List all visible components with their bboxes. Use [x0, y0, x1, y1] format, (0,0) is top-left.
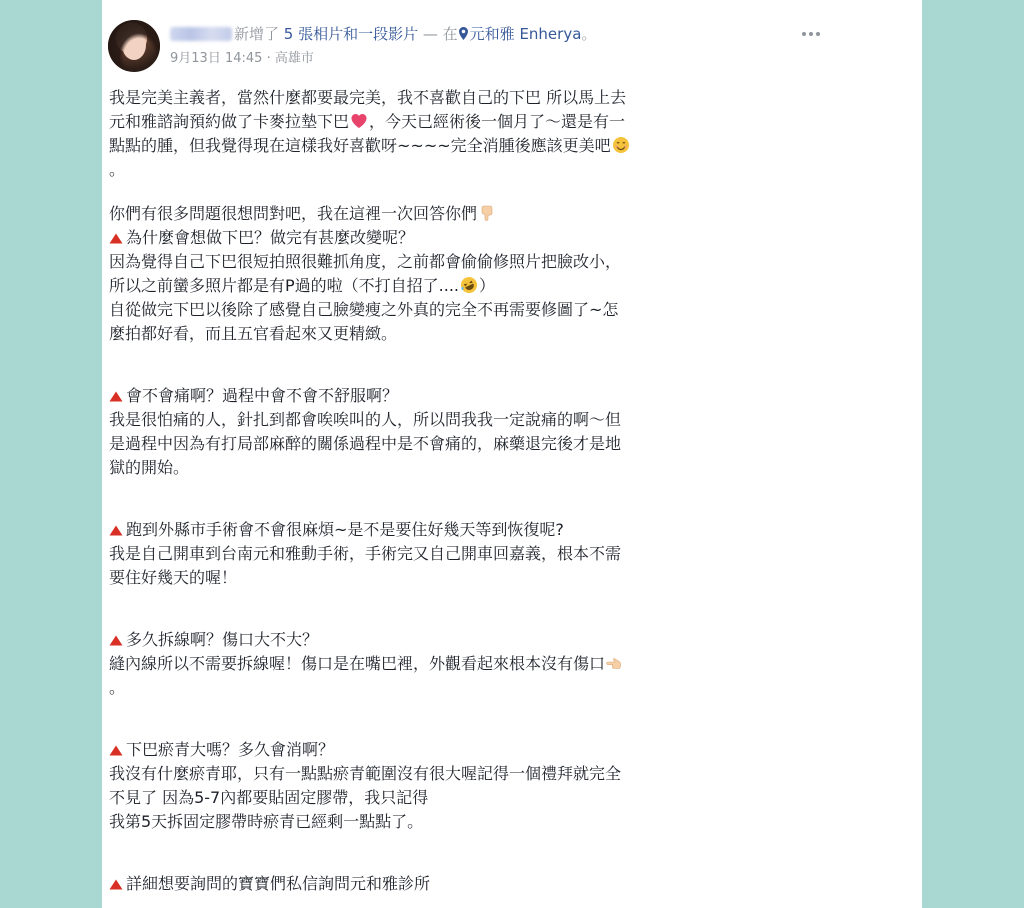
more-horizontal-icon[interactable]	[801, 29, 821, 39]
intro-line-2-end: ，今天已經術後一個月了～還是有一	[369, 112, 626, 131]
paragraph-intro-line-1: 我是完美主義者，當然什麼都要最完美，我不喜歡自己的下巴 所以馬上去	[109, 88, 627, 107]
intro-line-2-start: 元和雅諮詢預約做了卡麥拉墊下巴	[109, 112, 350, 131]
question-3-text: 跑到外縣市手術會不會很麻煩~是不是要住好幾天等到恢復呢?	[126, 520, 564, 539]
answer-2-line-1: 我是很怕痛的人，針扎到都會唉唉叫的人，所以問我我一定說痛的啊～但	[109, 410, 622, 429]
answer-1-line-4: 麼拍都好看，而且五官看起來又更精緻。	[109, 324, 398, 343]
smiling-face-emoji	[612, 136, 630, 154]
paragraph-intro-line-4: 。	[109, 160, 126, 179]
backhand-point-down-emoji	[478, 204, 496, 222]
paragraph-questions-intro	[109, 202, 719, 226]
answer-5-line-1: 我沒有什麼瘀青耶，只有一點點瘀青範圍沒有很大喔記得一個禮拜就完全	[109, 764, 622, 783]
post-date[interactable]: 9月13日 14:45	[170, 51, 263, 66]
avatar-hair	[108, 20, 160, 72]
questions-intro-text: 你們有很多問題很想問對吧，我在這裡一次回答你們	[109, 204, 478, 223]
red-triangle-up-icon	[109, 879, 123, 890]
answer-5-line-3: 我第5天拆固定膠帶時瘀青已經剩一點點了。	[109, 812, 424, 831]
answer-1-line-2-start: 所以之前蠻多照片都是有P過的啦（不打自招了....	[109, 276, 459, 295]
answer-1-line-2	[109, 274, 719, 298]
post-body	[109, 86, 719, 896]
answer-1-line-1: 因為覺得自己下巴很短拍照很難抓角度，之前都會偷偷修照片把臉改小，	[109, 252, 622, 271]
red-triangle-up-icon	[109, 525, 123, 536]
question-1	[109, 226, 719, 250]
location-link[interactable]: 元和雅 Enherya	[469, 25, 582, 43]
post-meta	[170, 50, 314, 68]
answer-3-line-2: 要住好幾天的喔！	[109, 568, 238, 587]
at-text: — 在	[422, 25, 458, 43]
answer-1-line-3: 自從做完下巴以後除了感覺自己臉變瘦之外真的完全不再需要修圖了~怎	[109, 300, 619, 319]
question-4	[109, 628, 719, 652]
author-action-text: 新增了	[234, 25, 280, 43]
post-title-line	[170, 24, 596, 44]
question-2	[109, 384, 719, 408]
red-triangle-up-icon	[109, 233, 123, 244]
post-header	[108, 20, 708, 76]
rolling-laughing-emoji	[460, 276, 478, 294]
question-3	[109, 518, 719, 542]
answer-4-line-1	[109, 652, 719, 676]
meta-separator: ·	[266, 51, 271, 66]
question-4-text: 多久拆線啊？傷口大不大？	[126, 630, 319, 649]
intro-line-3-text: 點點的腫，但我覺得現在這樣我好喜歡呀~~~~完全消腫後應該更美吧	[109, 136, 611, 155]
paragraph-intro-line-2	[109, 110, 719, 134]
author-name-blurred[interactable]	[170, 27, 232, 41]
answer-3-line-1: 我是自己開車到台南元和雅動手術，手術完又自己開車回嘉義，根本不需	[109, 544, 622, 563]
closing-note	[109, 872, 719, 896]
red-triangle-up-icon	[109, 635, 123, 646]
question-2-text: 會不會痛啊？過程中會不會不舒服啊？	[126, 386, 399, 405]
answer-2-line-3: 獄的開始。	[109, 458, 190, 477]
closing-note-text: 詳細想要詢問的寶寶們私信詢問元和雅診所	[126, 874, 431, 893]
answer-5-line-2: 不見了 因為5-7內都要貼固定膠帶，我只記得	[109, 788, 429, 807]
red-triangle-up-icon	[109, 391, 123, 402]
paragraph-intro-line-3	[109, 134, 719, 158]
backhand-point-left-emoji	[606, 654, 624, 672]
author-avatar[interactable]	[108, 20, 160, 72]
red-heart-emoji	[350, 112, 368, 130]
red-triangle-up-icon	[109, 745, 123, 756]
photos-link[interactable]: 5 張相片和一段影片	[283, 25, 419, 43]
question-1-text: 為什麼會想做下巴？做完有甚麼改變呢？	[126, 228, 415, 247]
post-city[interactable]: 高雄市	[274, 51, 314, 66]
question-5	[109, 738, 719, 762]
answer-4-line-1-text: 縫內線所以不需要拆線喔！傷口是在嘴巴裡，外觀看起來根本沒有傷口	[109, 654, 606, 673]
location-pin-icon	[459, 27, 468, 40]
title-period: 。	[581, 25, 597, 43]
answer-1-line-2-end: ）	[479, 276, 496, 295]
question-5-text: 下巴瘀青大嗎？多久會消啊？	[126, 740, 335, 759]
answer-4-line-2: 。	[109, 678, 126, 697]
answer-2-line-2: 是過程中因為有打局部麻醉的關係過程中是不會痛的，麻藥退完後才是地	[109, 434, 622, 453]
